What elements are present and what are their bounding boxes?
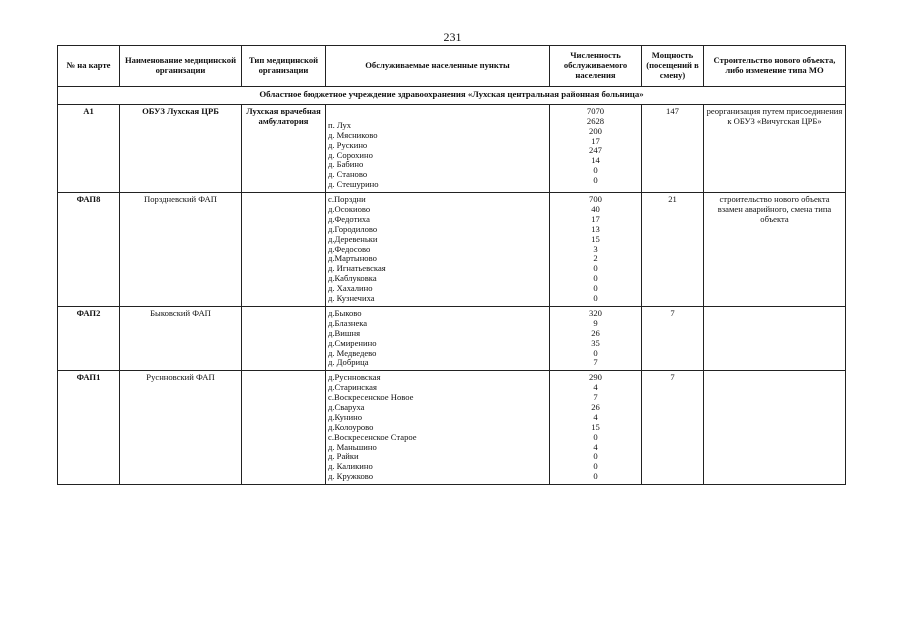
settlement-item: д. Кружково xyxy=(328,472,374,482)
population-value: 0 xyxy=(593,264,598,274)
settlement-item: д. Рускино xyxy=(328,140,368,150)
population-list xyxy=(552,107,639,186)
row-capacity: 7 xyxy=(642,371,704,485)
row-type xyxy=(242,193,326,307)
population-value: 15 xyxy=(591,422,600,432)
population-value: 4 xyxy=(593,383,598,393)
row-population xyxy=(550,371,642,485)
population-value: 7070 xyxy=(586,106,605,116)
row-type xyxy=(242,306,326,370)
population-value: 320 xyxy=(589,308,602,318)
settlement-item: д.Вишня xyxy=(328,328,361,338)
settlement-item: д. Мясниково xyxy=(328,130,378,140)
row-code: ФАП2 xyxy=(58,306,120,370)
settlement-item: д. Сорохино xyxy=(328,150,373,160)
settlement-item: д.Быково xyxy=(328,308,362,318)
settlement-list xyxy=(328,309,547,368)
row-settlements xyxy=(326,104,550,192)
population-value: 4 xyxy=(593,442,598,452)
population-value: 700 xyxy=(589,195,602,205)
population-value: 2 xyxy=(593,254,598,264)
population-value: 290 xyxy=(589,373,602,383)
population-value: 40 xyxy=(591,205,600,215)
population-value: 7 xyxy=(593,393,598,403)
row-code: ФАП1 xyxy=(58,371,120,485)
row-org: Быковский ФАП xyxy=(120,306,242,370)
settlement-item: с.Воскресенское Старое xyxy=(328,432,417,442)
settlement-item: д. Хахалино xyxy=(328,284,373,294)
settlement-item: п. Лух xyxy=(328,120,352,130)
row-settlements xyxy=(326,306,550,370)
header-construction: Строительство нового объекта, либо изменение типа МО xyxy=(704,46,846,87)
settlement-item: д. Добрица xyxy=(328,358,369,368)
population-value: 26 xyxy=(591,328,600,338)
header-population: Численность обслуживаемого населения xyxy=(550,46,642,87)
row-org: Порздневский ФАП xyxy=(120,193,242,307)
settlement-item: д.Сваруха xyxy=(328,402,365,412)
population-value: 0 xyxy=(593,176,598,186)
settlement-item: д.Смиренино xyxy=(328,338,377,348)
settlement-item: д.Колоурово xyxy=(328,422,374,432)
population-value: 17 xyxy=(591,214,600,224)
row-code: А1 xyxy=(58,104,120,192)
settlement-item: д. Медведево xyxy=(328,348,377,358)
population-list xyxy=(552,195,639,304)
population-value: 2628 xyxy=(586,116,605,126)
population-value: 13 xyxy=(591,224,600,234)
settlement-item: д. Бабино xyxy=(328,160,364,170)
population-list xyxy=(552,373,639,482)
row-type: Лухская врачебная амбулатория xyxy=(242,104,326,192)
population-value: 26 xyxy=(591,402,600,412)
settlement-item: д.Федотиха xyxy=(328,214,370,224)
population-value: 3 xyxy=(593,244,598,254)
section-row xyxy=(58,87,846,105)
settlement-item: д. Игнатьевская xyxy=(328,264,386,274)
header-code: № на карте xyxy=(58,46,120,87)
settlement-item: д.Кунино xyxy=(328,412,362,422)
population-value: 0 xyxy=(593,274,598,284)
header-row xyxy=(58,46,846,87)
settlement-item: д.Руснновская xyxy=(328,373,381,383)
settlement-item: с.Воскресенское Новое xyxy=(328,393,414,403)
population-value: 9 xyxy=(593,318,598,328)
population-value: 0 xyxy=(593,462,598,472)
row-settlements xyxy=(326,193,550,307)
settlement-item: д.Старинская xyxy=(328,383,377,393)
row-capacity: 147 xyxy=(642,104,704,192)
population-value: 0 xyxy=(593,284,598,294)
settlement-item: д. Каликино xyxy=(328,462,373,472)
settlement-item: д.Осокиово xyxy=(328,205,371,215)
settlement-list xyxy=(328,373,547,482)
population-value: 14 xyxy=(591,156,600,166)
row-population xyxy=(550,104,642,192)
row-construction: реорганизация путем присоединения к ОБУЗ «Вичугская ЦРБ» xyxy=(704,104,846,192)
facilities-table xyxy=(57,45,846,485)
section-title: Областное бюджетное учреждение здравоохранения «Лухская центральная районная больница» xyxy=(58,87,846,105)
table-row xyxy=(58,193,846,307)
population-value: 247 xyxy=(589,146,602,156)
settlement-item: д. Кузнечиха xyxy=(328,294,375,304)
settlement-list xyxy=(328,195,547,304)
population-value: 35 xyxy=(591,338,600,348)
header-capacity: Мощность (посещений в смену) xyxy=(642,46,704,87)
population-value: 15 xyxy=(591,234,600,244)
settlement-item: д.Блазнека xyxy=(328,318,368,328)
row-capacity: 21 xyxy=(642,193,704,307)
row-capacity: 7 xyxy=(642,306,704,370)
population-value: 0 xyxy=(593,452,598,462)
settlement-item: д.Городилово xyxy=(328,224,378,234)
settlement-item: д.Мартыново xyxy=(328,254,377,264)
header-settlements: Обслуживаемые населенные пункты xyxy=(326,46,550,87)
settlement-item: д. Маньшино xyxy=(328,442,377,452)
population-value: 0 xyxy=(593,294,598,304)
population-value: 7 xyxy=(593,358,598,368)
settlement-item: д. Стешурино xyxy=(328,180,379,190)
row-org: Руснновский ФАП xyxy=(120,371,242,485)
population-value: 0 xyxy=(593,348,598,358)
population-value: 4 xyxy=(593,412,598,422)
settlement-item: с.Порздни xyxy=(328,195,366,205)
header-org: Наименование медицинской организации xyxy=(120,46,242,87)
settlement-item: д.Каблуковка xyxy=(328,274,377,284)
row-population xyxy=(550,193,642,307)
row-org: ОБУЗ Лухская ЦРБ xyxy=(120,104,242,192)
settlement-list xyxy=(328,107,547,190)
settlement-item: д.Федосово xyxy=(328,244,371,254)
header-type: Тип медицинской организации xyxy=(242,46,326,87)
page-number: 231 xyxy=(443,30,462,44)
table-row xyxy=(58,306,846,370)
population-value: 0 xyxy=(593,432,598,442)
row-construction: строительство нового объекта взамен аварийного, смена типа объекта xyxy=(704,193,846,307)
row-construction xyxy=(704,306,846,370)
row-code: ФАП8 xyxy=(58,193,120,307)
row-settlements xyxy=(326,371,550,485)
row-construction xyxy=(704,371,846,485)
table-row xyxy=(58,104,846,192)
table-row xyxy=(58,371,846,485)
population-value: 0 xyxy=(593,166,598,176)
row-type xyxy=(242,371,326,485)
population-value: 0 xyxy=(593,472,598,482)
row-population xyxy=(550,306,642,370)
population-value: 200 xyxy=(589,126,602,136)
settlement-item: д. Станово xyxy=(328,170,368,180)
settlement-item: д.Деревеньки xyxy=(328,234,378,244)
settlement-item: д. Райки xyxy=(328,452,359,462)
population-list xyxy=(552,309,639,368)
population-value: 17 xyxy=(591,136,600,146)
